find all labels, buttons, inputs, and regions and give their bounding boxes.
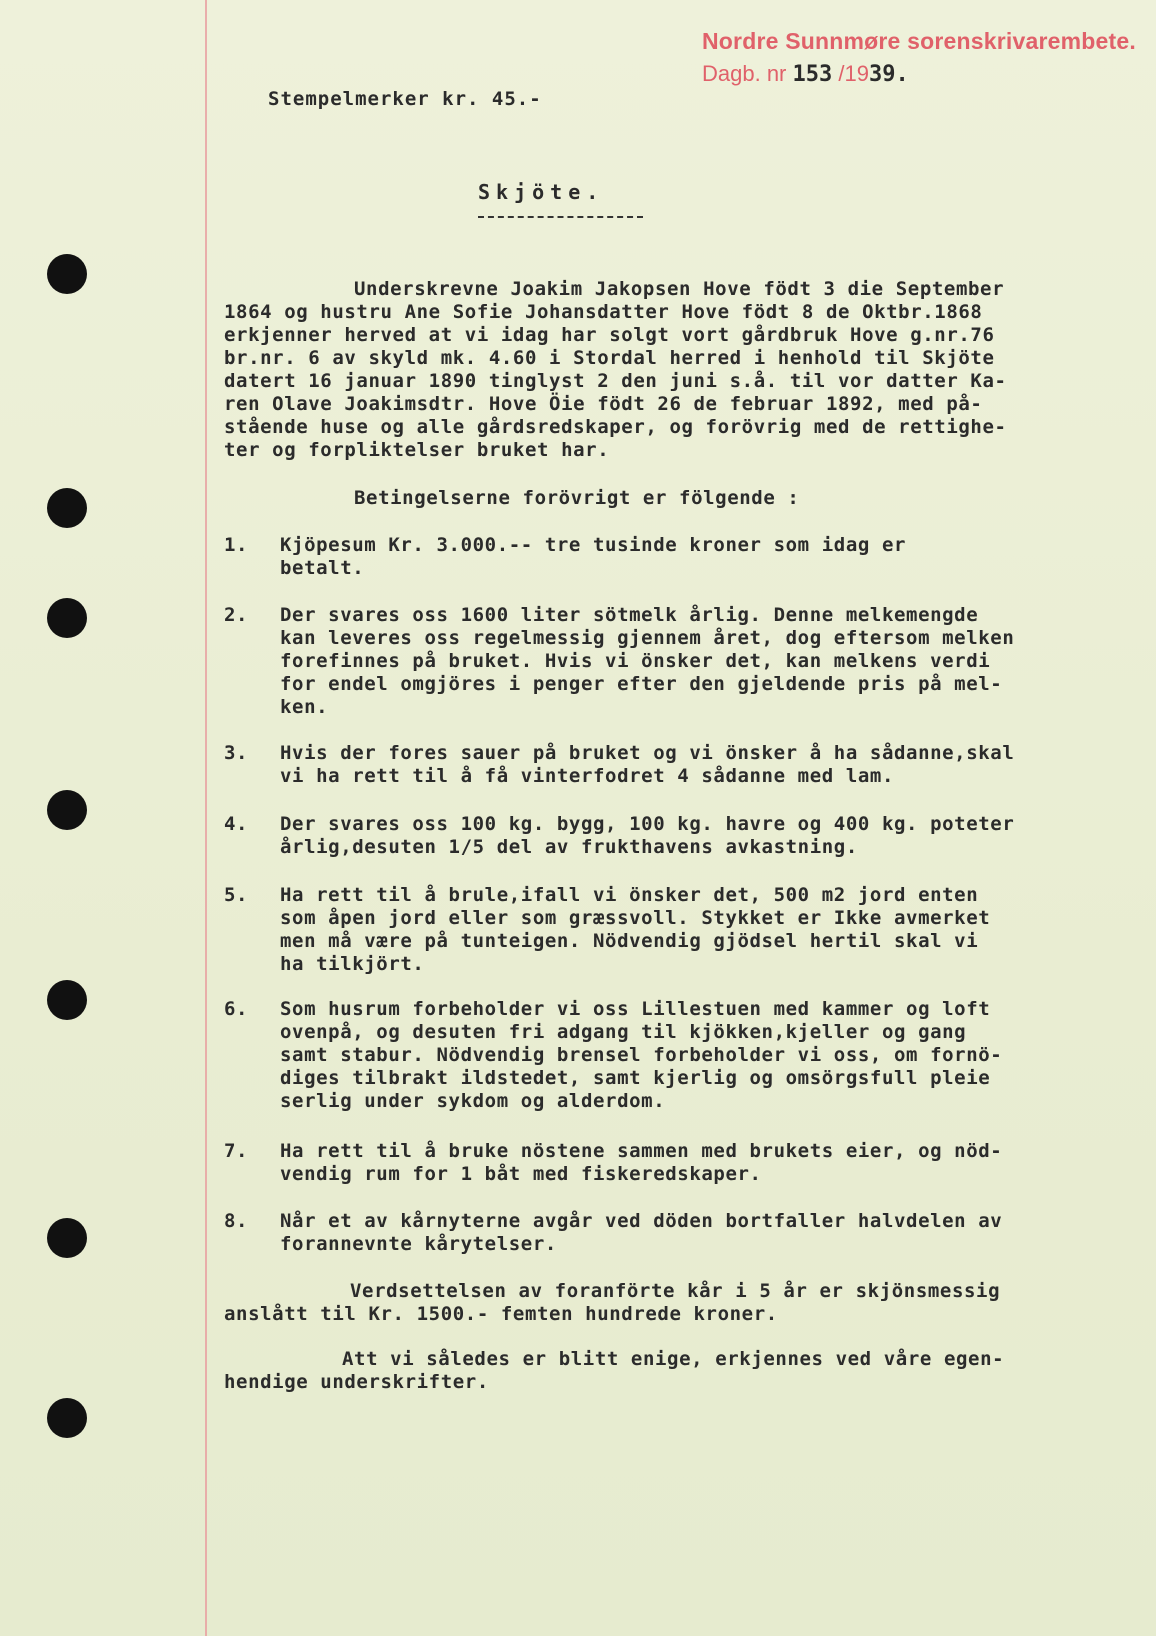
condition-text — [280, 604, 1014, 719]
condition-line: for endel omgjöres i penger efter den gjeldende pris på mel- — [280, 673, 1003, 695]
condition-text — [280, 998, 1002, 1113]
condition-text — [280, 742, 1014, 788]
document-title: Skjöte. — [478, 180, 605, 204]
condition-line: årlig,desuten 1/5 del av frukthavens avkastning. — [280, 836, 858, 858]
condition-text — [280, 1140, 1002, 1186]
condition-number: 5. — [224, 884, 249, 906]
closing-paragraph — [224, 1348, 1004, 1394]
punch-hole-icon — [47, 598, 87, 638]
stamp-dagb-number: 153 — [792, 62, 833, 87]
condition-line: forannevnte kårytelser. — [280, 1233, 557, 1255]
stamp-office-name: Nordre Sunnmøre sorenskrivarembete. — [702, 28, 1136, 54]
condition-text — [280, 534, 906, 580]
condition-line: ken. — [280, 696, 329, 718]
intro-line: datert 16 januar 1890 tinglyst 2 den juni s.å. til vor datter Ka- — [224, 370, 1007, 392]
intro-line: br.nr. 6 av skyld mk. 4.60 i Stordal herred i henhold til Skjöte — [224, 347, 995, 369]
intro-line: ter og forpliktelser bruket har. — [224, 439, 610, 461]
condition-text — [280, 884, 990, 976]
margin-rule — [205, 0, 207, 1636]
condition-line: kan leveres oss regelmessig gjennem året, dog eftersom melken — [280, 627, 1015, 649]
condition-line: vendig rum for 1 båt med fiskeredskaper. — [280, 1163, 762, 1185]
condition-text — [280, 1210, 1002, 1256]
condition-line: Ha rett til å bruke nöstene sammen med brukets eier, og nöd- — [280, 1140, 1003, 1162]
punch-hole-icon — [47, 488, 87, 528]
condition-line: serlig under sykdom og alderdom. — [280, 1090, 666, 1112]
intro-line: erkjenner herved at vi idag har solgt vort gårdbruk Hove g.nr.76 — [224, 324, 995, 346]
intro-paragraph — [224, 278, 1007, 462]
condition-line: Når et av kårnyterne avgår ved döden bortfaller halvdelen av — [280, 1210, 1003, 1232]
valuation-line: Verdsettelsen av foranförte kår i 5 år er skjönsmessig — [350, 1280, 1001, 1302]
condition-line: forefinnes på bruket. Hvis vi önsker det, kan melkens verdi — [280, 650, 991, 672]
condition-line: Som husrum forbeholder vi oss Lillestuen med kammer og loft — [280, 998, 991, 1020]
condition-line: Der svares oss 1600 liter sötmelk årlig. Denne melkemengde — [280, 604, 979, 626]
intro-line: stående huse og alle gårdsredskaper, og forövrig med de rettighe- — [224, 416, 1007, 438]
condition-line: men må være på tunteigen. Nödvendig gjödsel hertil skal vi — [280, 930, 979, 952]
condition-line: samt stabur. Nödvendig brensel forbeholder vi oss, om fornö- — [280, 1044, 1003, 1066]
closing-line: hendige underskrifter. — [224, 1371, 489, 1393]
conditions-heading-text: Betingelserne forövrigt er fölgende : — [354, 487, 800, 509]
registry-stamp — [702, 28, 1136, 87]
stamp-dagb-prefix: Dagb. nr — [702, 61, 787, 86]
condition-number: 1. — [224, 534, 249, 556]
condition-line: Der svares oss 100 kg. bygg, 100 kg. havre og 400 kg. poteter — [280, 813, 1015, 835]
condition-number: 3. — [224, 742, 249, 764]
condition-line: Hvis der fores sauer på bruket og vi önsker å ha sådanne,skal — [280, 742, 1015, 764]
punch-hole-icon — [47, 1398, 87, 1438]
title-underline — [478, 216, 643, 218]
valuation-line: anslått til Kr. 1500.- femten hundrede kroner. — [224, 1303, 778, 1325]
condition-line: ovenpå, og desuten fri adgang til kjökken,kjeller og gang — [280, 1021, 967, 1043]
stamp-year-suffix: 39. — [868, 62, 909, 87]
condition-text — [280, 813, 1014, 859]
condition-line: betalt. — [280, 557, 365, 579]
punch-hole-icon — [47, 254, 87, 294]
conditions-heading — [354, 487, 799, 510]
stamp-year-prefix: /19 — [838, 61, 869, 86]
condition-number: 6. — [224, 998, 249, 1020]
punch-hole-icon — [47, 980, 87, 1020]
punch-hole-icon — [47, 1218, 87, 1258]
condition-line: ha tilkjört. — [280, 953, 425, 975]
intro-line: ren Olave Joakimsdtr. Hove Öie födt 26 de februar 1892, med på- — [224, 393, 983, 415]
condition-line: vi ha rett til å få vinterfodret 4 sådanne med lam. — [280, 765, 894, 787]
condition-line: Ha rett til å brule,ifall vi önsker det, 500 m2 jord enten — [280, 884, 979, 906]
condition-line: diges tilbrakt ildstedet, samt kjerlig og omsörgsfull pleie — [280, 1067, 991, 1089]
stamp-duty-line: Stempelmerker kr. 45.- — [268, 88, 542, 110]
condition-line: Kjöpesum Kr. 3.000.-- tre tusinde kroner som idag er — [280, 534, 907, 556]
condition-number: 2. — [224, 604, 249, 626]
condition-number: 4. — [224, 813, 249, 835]
intro-line: Underskrevne Joakim Jakopsen Hove födt 3 die September — [354, 278, 1005, 300]
condition-number: 8. — [224, 1210, 249, 1232]
condition-number: 7. — [224, 1140, 249, 1162]
closing-line: Att vi således er blitt enige, erkjennes ved våre egen- — [342, 1348, 1005, 1370]
valuation-paragraph — [224, 1280, 1000, 1326]
punch-hole-icon — [47, 790, 87, 830]
intro-line: 1864 og hustru Ane Sofie Johansdatter Hove födt 8 de Oktbr.1868 — [224, 301, 983, 323]
stamp-journal-number — [702, 61, 1132, 87]
condition-line: som åpen jord eller som græssvoll. Stykket er Ikke avmerket — [280, 907, 991, 929]
